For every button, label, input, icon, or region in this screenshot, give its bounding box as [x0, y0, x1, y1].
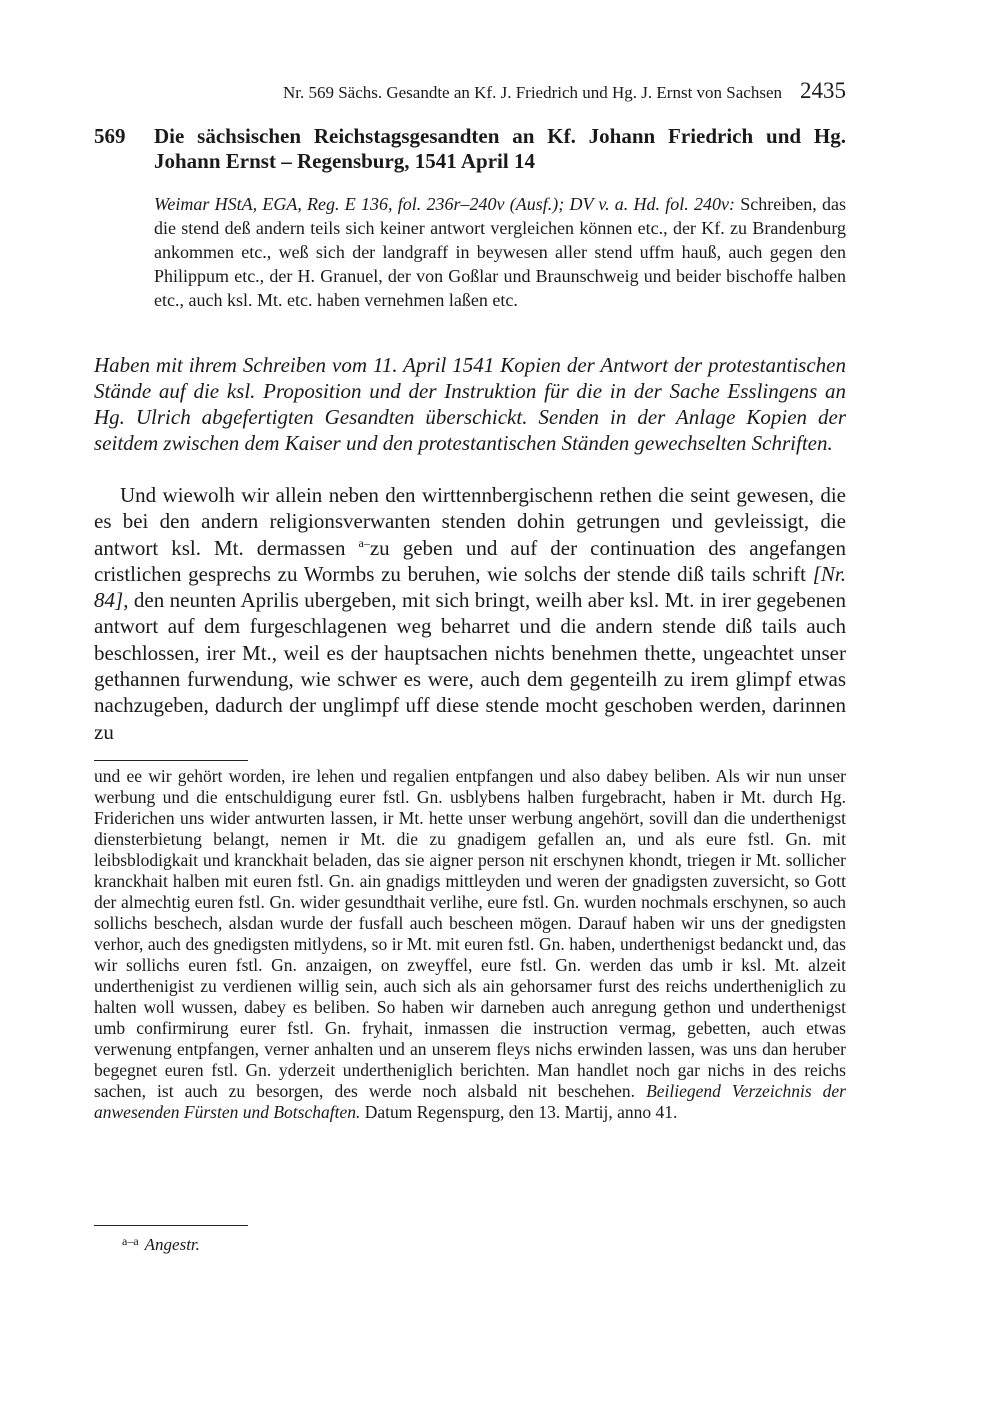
- critical-note: [122, 1231, 200, 1255]
- note-marker: a–: [358, 535, 370, 550]
- footnote-continuation: [94, 766, 846, 1123]
- source-description: [154, 192, 846, 312]
- footnote-text: und ee wir gehört worden, ire lehen und regalien entpfangen und also dabey beliben. Als wir nun unser werbung und die entschuldigung eurer fstl. Gn. usblybens halben furgebracht, haben ir Mt. durch Hg. Friderichen uns wider antwurten lassen, ir Mt. hette unser werbung angehört, sovill dan die underthenigst diensterbietung belangt, nemen ir Mt. die zu gnadigem gefallen an, und als eure fstl. Gn. mit leibsblodigkait und kranckhait beladen, das sie aigner person nit erschynen khondt, triegen ir Mt. sollicher kranckhait halben mit euren fstl. Gn. ain gnadigs mittleyden und weren der gnadigsten zuversicht, so Gott der almechtig euren fstl. Gn. wider gesundthait verlihe, eure fstl. Gn. wurden nochmals erschynen, so auch sollichs beschech, alsdan wurde der fusfall auch bescheen mögen. Darauf haben wir uns der gnedigsten verhor, auch des gnedigsten mitlydens, so ir Mt. mit euren fstl. Gn. haben, underthenigst bedanckt und, das wir sollichs euren fstl. Gn. anzaigen, on zweyffel, eure fstl. Gn. werden das umb ir ksl. Mt. alzeit underthenigist zu verdienen willig sein, auch sich als ain gehorsamer furst des reichs undertheniglich zu halten woll wussen, dabey es beliben. So haben wir darneben auch anregung gethon und underthenigst umb confirmirung eurer fstl. Gn. fryhait, inmassen die instruction vermag, gebetten, auch etwas verwenung entpfangen, verner anhalten und an unserem fleys nichs erwinden lassen, was uns dan heruber begegnet euren fstl. Gn. yderzeit undertheniglich berichten. Man handlet noch gar nichs in des reichs sachen, ist auch zu besorgen, des werde noch alsbald nit beschehen.: [94, 766, 846, 1101]
- critical-note-divider: [94, 1225, 248, 1226]
- footnote-italic: Beiliegend Verzeichnis der anwesenden Fürsten und Botschaften.: [94, 1081, 846, 1122]
- main-text: [94, 482, 846, 745]
- editorial-summary: Haben mit ihrem Schreiben vom 11. April 1541 Kopien der Antwort der protestantischen Stände auf die ksl. Proposition und der Instruktion für die in der Sache Esslingens an Hg. Ulrich abgefertigten Gesandten überschickt. Senden in der Anlage Kopien der seitdem zwischen dem Kaiser und den protestantischen Ständen gewechselten Schriften.: [94, 353, 846, 455]
- critical-note-text: Angestr.: [144, 1235, 200, 1254]
- source-reference: Weimar HStA, EGA, Reg. E 136, fol. 236r–240v (Ausf.); DV v. a. Hd. fol. 240v:: [154, 194, 736, 214]
- document-title: Die sächsischen Reichstagsgesandten an Kf. Johann Friedrich und Hg. Johann Ernst – Regensburg, 1541 April 14: [154, 124, 846, 173]
- main-text-part3: , den neunten Aprilis ubergeben, mit sich bringt, weilh aber ksl. Mt. in irer gegebenen antwort auf dem furgeschlagenen weg beharret und die andern stende diß tails auch beschlossen, irer Mt., weil es der hauptsachen nichts benehmen thette, ungeachtet unser gethannen furwendung, wie schwer es were, auch dem gegenteilh zu irem glimpf etwas nachzugeben, dadurch der unglimpf uff diese stende mocht geschoben werden, darinnen zu: [94, 588, 846, 744]
- source-text: Schreiben, das die stend deß andern teils sich keiner antwort vergleichen können etc., der Kf. zu Brandenburg ankommen etc., weß sich der landgraff in beywesen aller stend uffm hauß, auch gegen den Philippum etc., der H. Granuel, der von Goßlar und Braunschweig und beider bischoffe halben etc., auch ksl. Mt. etc. haben vernehmen laßen etc.: [154, 194, 846, 310]
- page-number: 2435: [800, 78, 846, 103]
- footnote-divider: [94, 760, 248, 761]
- main-text-part1: Und wiewolh wir allein neben den wirttennbergischenn rethen die seint gewesen, die es bei den andern religionsverwanten stenden dohin getrungen und gevleissigt, die antwort ksl. Mt. dermassen: [94, 483, 846, 560]
- running-title: Nr. 569 Sächs. Gesandte an Kf. J. Friedrich und Hg. J. Ernst von Sachsen: [282, 83, 782, 102]
- critical-note-mark: a–a: [122, 1234, 139, 1248]
- footnote-closing: Datum Regenspurg, den 13. Martij, anno 41.: [360, 1102, 678, 1122]
- main-text-part2: zu geben und auf der continuation des angefangen cristlichen gesprechs zu Wormbs zu beruhen, wie solchs der stende diß tails schrift: [94, 535, 847, 586]
- running-head: [94, 78, 846, 104]
- document-number: 569: [94, 124, 126, 148]
- document-reference: [Nr. 84]: [94, 561, 846, 613]
